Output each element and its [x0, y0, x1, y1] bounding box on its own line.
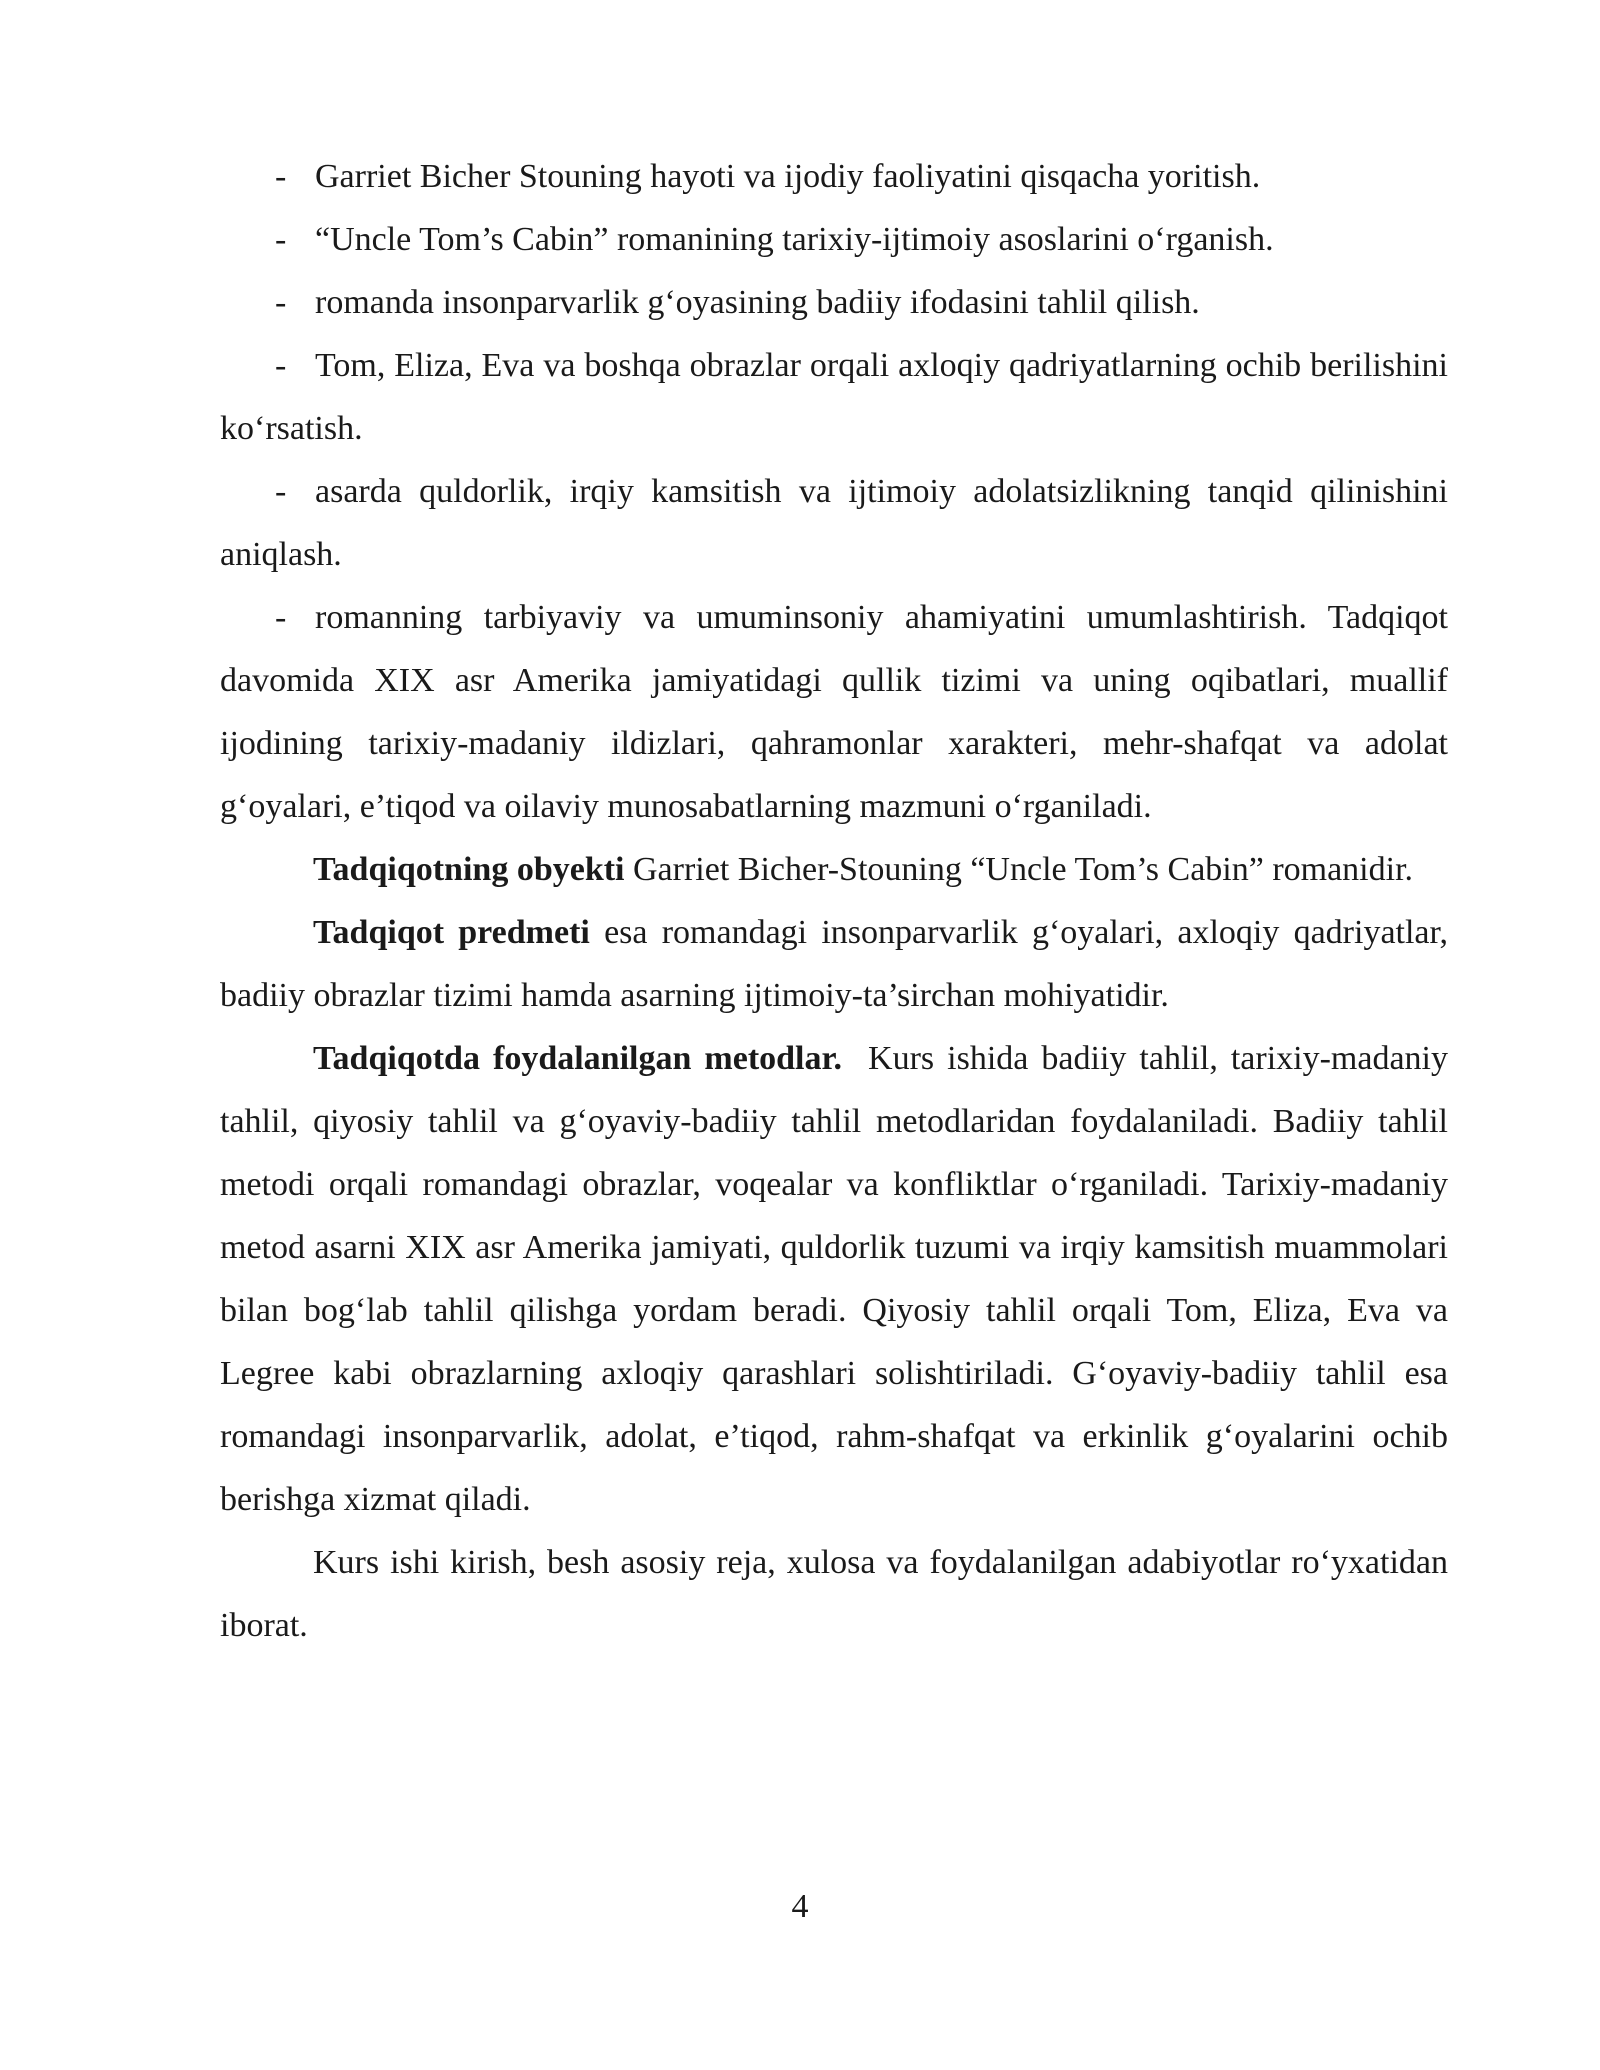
- bullet-text: “Uncle Tom’s Cabin” romanining tarixiy-ijtimoiy asoslarini oʻrganish.: [315, 221, 1274, 258]
- bullet-text: romanning tarbiyaviy va umuminsoniy ahamiyatini umumlashtirish. Tadqiqot davomida XIX asr Amerika jamiyatidagi qullik tizimi va uning oqibatlari, muallif ijodining tarixiy-madaniy ildizlari, qahramonlar xarakteri, mehr-shafqat va adolat gʻoyalari, e’tiqod va oilaviy munosabatlarning mazmuni oʻrganiladi.: [220, 599, 1448, 825]
- bullet-item-5: [220, 460, 1448, 586]
- research-subject-term: Tadqiqot predmeti: [313, 914, 590, 951]
- work-structure-text: Kurs ishi kirish, besh asosiy reja, xulosa va foydalanilgan adabiyotlar roʻyxatidan iborat.: [220, 1544, 1448, 1644]
- bullet-dash: -: [275, 284, 287, 321]
- bullet-text: asarda quldorlik, irqiy kamsitish va ijtimoiy adolatsizlikning tanqid qilinishini aniqlash.: [220, 473, 1448, 573]
- research-methods-paragraph: [220, 1027, 1457, 1531]
- bullet-dash: -: [275, 158, 287, 195]
- bullet-dash: -: [275, 221, 287, 258]
- bullet-item-3: [220, 271, 1448, 334]
- research-methods-text: Kurs ishida badiiy tahlil, tarixiy-madaniy tahlil, qiyosiy tahlil va gʻoyaviy-badiiy tahlil metodlaridan foydalaniladi. Badiiy tahlil metodi orqali romandagi obrazlar, voqealar va konfliktlar oʻrganiladi. Tarixiy-madaniy metod asarni XIX asr Amerika jamiyati, quldorlik tuzumi va irqiy kamsitish muammolari bilan bogʻlab tahlil qilishga yordam beradi. Qiyosiy tahlil orqali Tom, Eliza, Eva va Legree kabi obrazlarning axloqiy qarashlari solishtiriladi. Gʻoyaviy-badiiy tahlil esa romandagi insonparvarlik, adolat, e’tiqod, rahm-shafqat va erkinlik gʻoyalarini ochib berishga xizmat qiladi.: [220, 1040, 1457, 1518]
- bullet-item-2: [220, 208, 1448, 271]
- bullet-item-4: [220, 334, 1448, 460]
- bullet-dash: -: [275, 347, 287, 384]
- bullet-dash: -: [275, 599, 287, 636]
- work-structure-paragraph: [220, 1531, 1448, 1657]
- research-object-text: Garriet Bicher-Stouning “Uncle Tom’s Cabin” romanidir.: [624, 851, 1414, 888]
- bullet-text: romanda insonparvarlik gʻoyasining badiiy ifodasini tahlil qilish.: [315, 284, 1200, 321]
- page-number: 4: [791, 1888, 809, 1925]
- bullet-text: Garriet Bicher Stouning hayoti va ijodiy faoliyatini qisqacha yoritish.: [315, 158, 1261, 195]
- bullet-item-6: [220, 586, 1448, 838]
- bullet-text: Tom, Eliza, Eva va boshqa obrazlar orqali axloqiy qadriyatlarning ochib berilishini koʻrsatish.: [220, 347, 1448, 447]
- research-object-term: Tadqiqotning obyekti: [313, 851, 625, 888]
- research-subject-text: esa romandagi insonparvarlik gʻoyalari, axloqiy qadriyatlar, badiiy obrazlar tizimi hamda asarning ijtimoiy-ta’sirchan mohiyatidir.: [220, 914, 1448, 1014]
- document-body: [220, 145, 1457, 1657]
- bullet-item-1: [220, 145, 1448, 208]
- research-subject-paragraph: [220, 901, 1448, 1027]
- research-object-paragraph: [220, 838, 1448, 901]
- bullet-dash: -: [275, 473, 287, 510]
- research-methods-term: Tadqiqotda foydalanilgan metodlar.: [313, 1040, 842, 1077]
